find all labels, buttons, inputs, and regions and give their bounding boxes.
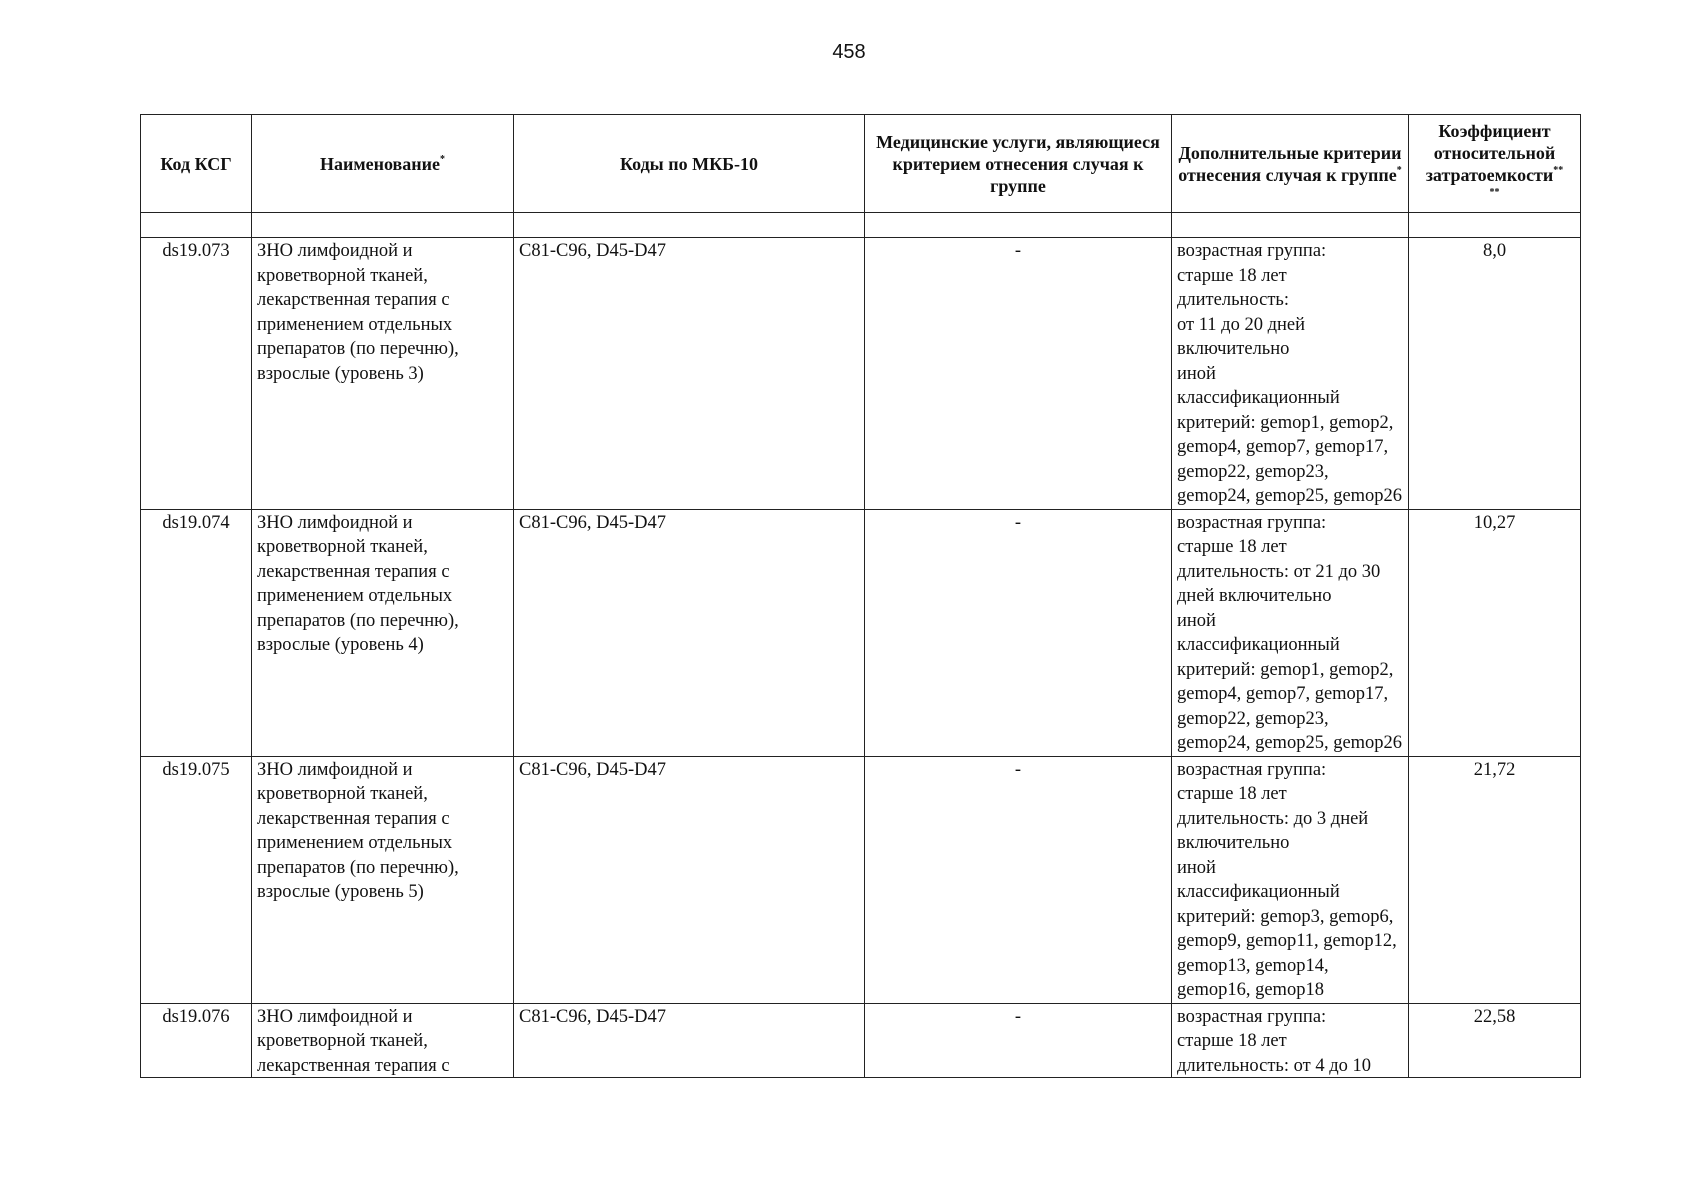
table-row (141, 238, 1581, 510)
header-additional-criteria: Дополнительные критерии отнесения случая к группе* (1172, 115, 1409, 213)
table-header-row (141, 115, 1581, 213)
header-name: Наименование* (252, 115, 514, 213)
table-row (141, 509, 1581, 756)
mkb-codes: C81-C96, D45-D47 (514, 1003, 865, 1077)
cost-coefficient: 8,0 (1409, 238, 1581, 510)
additional-criteria: возрастная группа: старше 18 лет длительность: до 3 дней включительно иной классификационный критерий: gemop3, gemop6, gemop9, gemop11, gemop12, gemop13, gemop14, gemop16, gemop18 (1172, 756, 1409, 1003)
header-coefficient: Коэффициент относительной затратоемкости** ** (1409, 115, 1581, 213)
header-mkb-codes: Коды по МКБ-10 (514, 115, 865, 213)
footnote-mark: ** (1553, 164, 1564, 176)
footnote-mark: ** (1489, 186, 1500, 198)
ksg-code: ds19.075 (141, 756, 252, 1003)
medical-services: - (865, 1003, 1172, 1077)
additional-criteria: возрастная группа: старше 18 лет длительность: от 21 до 30 дней включительно иной классификационный критерий: gemop1, gemop2, gemop4, gemop7, gemop17, gemop22, gemop23, gemop24, gemop25, gemop26 (1172, 509, 1409, 756)
additional-criteria: возрастная группа: старше 18 лет длительность: от 4 до 10 (1172, 1003, 1409, 1077)
cost-coefficient: 21,72 (1409, 756, 1581, 1003)
additional-criteria: возрастная группа: старше 18 лет длительность: от 11 до 20 дней включительно иной классификационный критерий: gemop1, gemop2, gemop4, gemop7, gemop17, gemop22, gemop23, gemop24, gemop25, gemop26 (1172, 238, 1409, 510)
page-number: 458 (832, 41, 866, 63)
ksg-code: ds19.076 (141, 1003, 252, 1077)
ksg-name: ЗНО лимфоидной и кроветворной тканей, лекарственная терапия с применением отдельных препаратов (по перечню), взрослые (уровень 5) (252, 756, 514, 1003)
ksg-table (140, 114, 1581, 1078)
mkb-codes: C81-C96, D45-D47 (514, 238, 865, 510)
mkb-codes: C81-C96, D45-D47 (514, 756, 865, 1003)
medical-services: - (865, 238, 1172, 510)
footnote-mark: * (440, 153, 445, 165)
ksg-name: ЗНО лимфоидной и кроветворной тканей, лекарственная терапия с применением отдельных препаратов (по перечню), взрослые (уровень 4) (252, 509, 514, 756)
spacer-row (141, 213, 1581, 238)
ksg-name: ЗНО лимфоидной и кроветворной тканей, лекарственная терапия с применением отдельных препаратов (по перечню), взрослые (уровень 3) (252, 238, 514, 510)
ksg-code: ds19.074 (141, 509, 252, 756)
medical-services: - (865, 509, 1172, 756)
header-medical-services: Медицинские услуги, являющиеся критерием отнесения случая к группе (865, 115, 1172, 213)
footnote-mark: * (1396, 164, 1402, 176)
table-row (141, 1003, 1581, 1077)
cost-coefficient: 10,27 (1409, 509, 1581, 756)
table-row (141, 756, 1581, 1003)
mkb-codes: C81-C96, D45-D47 (514, 509, 865, 756)
medical-services: - (865, 756, 1172, 1003)
cost-coefficient: 22,58 (1409, 1003, 1581, 1077)
header-code: Код КСГ (141, 115, 252, 213)
ksg-name: ЗНО лимфоидной и кроветворной тканей, лекарственная терапия с (252, 1003, 514, 1077)
ksg-code: ds19.073 (141, 238, 252, 510)
